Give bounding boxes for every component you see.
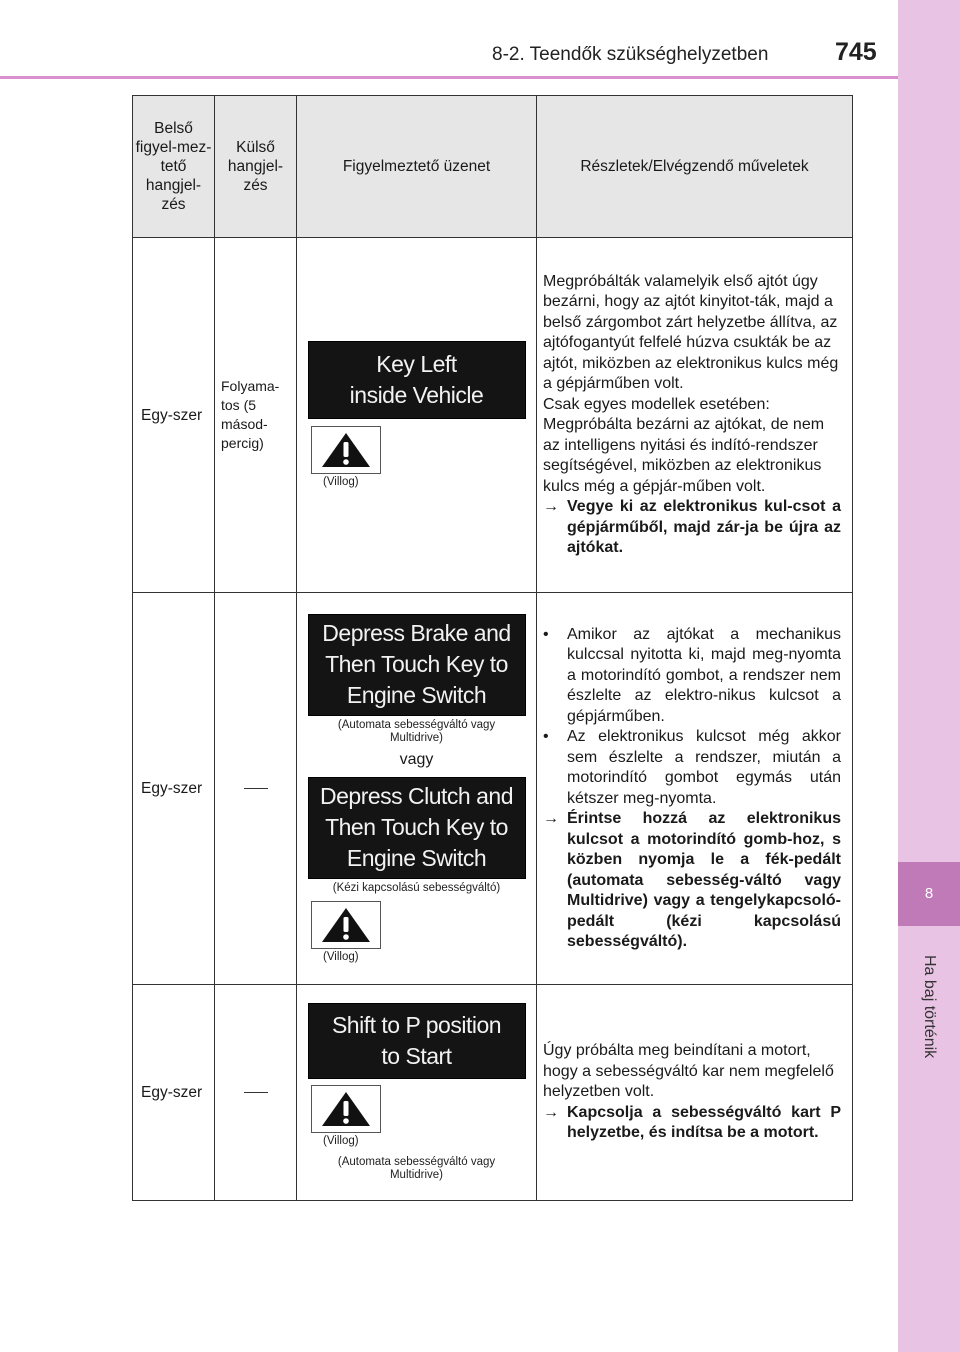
warning-group	[297, 1085, 536, 1148]
internal-buzzer-cell: Egy-szer	[133, 985, 215, 1201]
side-tab	[898, 0, 960, 1352]
warning-group	[297, 901, 536, 964]
detail-bullet	[543, 625, 841, 728]
chapter-title: Ha baj történik	[921, 955, 938, 1059]
arrow-icon: →	[543, 810, 559, 827]
details-paragraph: Megpróbálták valamelyik első ajtót úgy bezárni, hogy az ajtót kinyitot-ták, majd a belső zárgombot zárt helyzetbe állítva, az ajtófogantyút felfelé húzva csukták be az ajtót, miközben az elektronikus kulcs még a gépjárműben volt.	[543, 272, 839, 392]
action-text: Kapcsolja a sebességváltó kart P helyzetbe, és indítsa be a motort.	[567, 1103, 841, 1142]
action-item	[543, 809, 841, 953]
bullet-icon: •	[543, 625, 549, 643]
table-row	[133, 593, 853, 985]
external-buzzer-cell	[215, 985, 297, 1201]
arrow-icon: →	[543, 498, 559, 515]
bullet-text: Az elektronikus kulcsot még akkor sem észlelte a rendszer, miután a motorindító gombot egymás után kétszer meg-nyomta.	[567, 728, 841, 807]
action-text: Vegye ki az elektronikus kul-csot a gépjárműből, majd zár-ja be újra az ajtókat.	[567, 498, 841, 556]
header-rule	[0, 76, 898, 79]
transmission-caption: (Kézi kapcsolású sebességváltó)	[332, 881, 501, 894]
display-line: Then Touch Key to	[325, 651, 508, 677]
display-line: Engine Switch	[346, 845, 487, 871]
bullet-icon: •	[543, 728, 549, 745]
warning-group	[297, 426, 536, 489]
header-internal-buzzer: Belső figyel-mez-tető hangjel-zés	[133, 96, 215, 238]
detail-bullet	[543, 727, 841, 809]
display-message	[308, 614, 526, 716]
table-header-row	[133, 96, 853, 238]
table-row	[133, 985, 853, 1201]
warning-triangle-icon	[311, 1085, 381, 1133]
display-message	[308, 777, 526, 879]
chapter-title-vertical	[912, 955, 946, 1105]
page-number: 745	[835, 38, 877, 66]
details-paragraph: Úgy próbálta meg beindítani a motort, hogy a sebességváltó kar nem megfelelő helyzetben volt.	[543, 1042, 834, 1101]
display-message	[308, 341, 526, 419]
dash-mark	[244, 788, 268, 789]
transmission-caption: (Automata sebességváltó vagy Multidrive)	[337, 718, 496, 744]
external-buzzer-cell	[215, 593, 297, 985]
action-item	[543, 1103, 841, 1144]
transmission-caption: (Automata sebességváltó vagy Multidrive)	[337, 1156, 496, 1181]
blink-caption: (Villog)	[323, 1135, 359, 1147]
header-details: Részletek/Elvégzendő műveletek	[537, 96, 853, 238]
warning-message-cell	[297, 238, 537, 593]
action-text: Érintse hozzá az elektronikus kulcsot a motorindító gomb-hoz, s közben nyomja le a fék-pedált (automata sebesség-váltó vagy Multidrive) vagy a tengelykapcsoló-pedált (kézi kapcsolású sebességváltó).	[567, 810, 841, 950]
display-line: Key Left	[376, 351, 457, 377]
display-line: Engine Switch	[346, 682, 487, 708]
or-text: vagy	[399, 750, 434, 768]
header-warning-message: Figyelmeztető üzenet	[297, 96, 537, 238]
external-buzzer-cell: Folyama-tos (5 másod-percig)	[215, 238, 297, 593]
arrow-icon: →	[543, 1103, 559, 1121]
display-line: Depress Brake and	[322, 620, 511, 646]
display-line: Shift to P position	[331, 1012, 502, 1038]
details-cell	[537, 985, 853, 1201]
table-row	[133, 238, 853, 593]
warning-message-cell	[297, 593, 537, 985]
display-line: Depress Clutch and	[320, 783, 513, 809]
header-external-buzzer: Külső hangjel-zés	[215, 96, 297, 238]
warning-message-cell	[297, 985, 537, 1201]
chapter-number: 8	[898, 862, 960, 926]
details-cell	[537, 593, 853, 985]
blink-caption: (Villog)	[323, 476, 359, 488]
blink-caption: (Villog)	[323, 950, 359, 963]
details-cell	[537, 238, 853, 593]
details-paragraph: Csak egyes modellek esetében: Megpróbálta bezárni az ajtókat, de nem az intelligens nyitási és indító-rendszer segítségével, miközben az elektronikus kulcs még a gépjár-műben volt.	[543, 395, 825, 495]
section-title: 8-2. Teendők szükséghelyzetben	[492, 44, 769, 65]
warning-triangle-icon	[311, 901, 381, 949]
bullet-text: Amikor az ajtókat a mechanikus kulccsal nyitotta ki, majd meg-nyomta a motorindító gombot, a rendszer nem észlelte az elektro-nikus kulcsot a gépjárműben.	[567, 625, 841, 725]
internal-buzzer-cell: Egy-szer	[133, 238, 215, 593]
display-line: inside Vehicle	[349, 382, 484, 408]
display-line: to Start	[381, 1043, 452, 1069]
display-message	[308, 1003, 526, 1079]
warning-table	[132, 95, 853, 1201]
warning-triangle-icon	[311, 426, 381, 474]
internal-buzzer-cell: Egy-szer	[133, 593, 215, 985]
display-line: Then Touch Key to	[325, 814, 508, 840]
action-item	[543, 497, 841, 559]
dash-mark	[244, 1092, 268, 1093]
